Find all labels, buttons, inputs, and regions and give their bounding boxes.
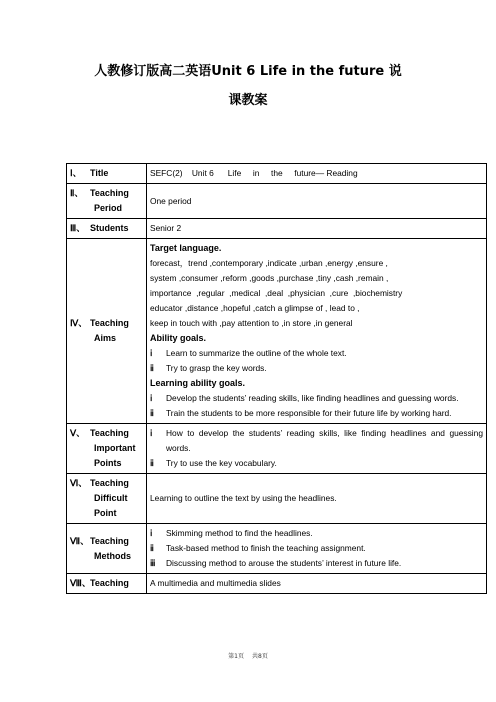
students-label	[67, 219, 147, 239]
roman-numeral: Ⅰ、	[70, 168, 82, 178]
list-item	[150, 391, 483, 406]
row-difficult-point	[67, 474, 487, 524]
list-item	[150, 556, 483, 571]
page-footer	[0, 651, 496, 660]
row-students	[67, 219, 487, 239]
document-title-line2: 课教案	[228, 93, 268, 108]
list-marker: ⅰ	[150, 348, 153, 358]
list-item-text: Discussing method to arouse the students’ interest in future life.	[166, 558, 402, 568]
list-item-text: Try to grasp the key words.	[166, 363, 267, 373]
roman-numeral: Ⅱ、	[70, 188, 84, 198]
vocab-line: importance ,regular ,medical ,deal ,physician ,cure ,biochemistry	[150, 288, 403, 298]
label-text-cont: Aims	[94, 333, 117, 343]
label-text: Teaching	[90, 535, 129, 546]
teaching-aims-label	[67, 239, 147, 424]
ability-goals-heading: Ability goals.	[150, 333, 207, 343]
label-text: Teaching	[90, 428, 129, 438]
teaching-aids-label	[67, 574, 147, 594]
row-important-points	[67, 424, 487, 474]
roman-numeral: Ⅳ、	[70, 318, 88, 328]
important-points-label	[67, 424, 147, 474]
list-marker: ⅱ	[150, 458, 154, 468]
students-value: Senior 2	[147, 219, 487, 239]
list-marker: ⅲ	[150, 558, 156, 568]
row-teaching-aids	[67, 574, 487, 594]
list-item	[150, 406, 483, 421]
list-item	[150, 346, 483, 361]
roman-numeral: Ⅴ、	[70, 428, 86, 438]
list-marker: ⅱ	[150, 408, 154, 418]
list-item	[150, 541, 483, 556]
list-item	[150, 526, 483, 541]
teaching-period-value: One period	[147, 184, 487, 219]
row-teaching-period	[67, 184, 487, 219]
label-text-cont: Point	[94, 508, 117, 518]
roman-numeral: Ⅵ、	[70, 478, 88, 488]
label-text: Students	[90, 223, 129, 233]
list-marker: ⅰ	[150, 528, 153, 538]
list-marker: ⅰ	[150, 393, 153, 403]
label-text-cont: Difficult	[94, 493, 128, 503]
label-text-cont: Methods	[94, 550, 131, 561]
page-total: 共8页	[252, 653, 268, 660]
teaching-methods-label	[67, 524, 147, 574]
roman-numeral: Ⅲ、	[70, 223, 86, 233]
row-title	[67, 164, 487, 184]
list-item-text: Train the students to be more responsible for their future life by working hard.	[166, 408, 452, 418]
vocab-line: system ,consumer ,reform ,goods ,purchase ,tiny ,cash ,remain ,	[150, 273, 389, 283]
learning-ability-goals-heading: Learning ability goals.	[150, 378, 246, 388]
list-item-text: Try to use the key vocabulary.	[166, 458, 277, 468]
list-item-text: Develop the students’ reading skills, like finding headlines and guessing words.	[166, 393, 459, 403]
roman-numeral: Ⅶ、	[70, 535, 90, 546]
teaching-aids-value: A multimedia and multimedia slides	[147, 574, 487, 594]
label-text: Teaching	[90, 188, 129, 198]
roman-numeral: Ⅷ、	[70, 578, 91, 588]
difficult-point-label	[67, 474, 147, 524]
teaching-aims-value	[147, 239, 487, 424]
list-marker: ⅱ	[150, 543, 154, 553]
label-text: Title	[90, 168, 109, 178]
difficult-point-value: Learning to outline the text by using the headlines.	[147, 474, 487, 524]
label-text: Teaching	[90, 318, 129, 328]
list-item	[150, 361, 483, 376]
list-item-text: How to develop the students’ reading skills, like finding headlines and guessing words.	[166, 428, 483, 453]
label-text: Teaching	[90, 478, 129, 488]
list-item-text: Skimming method to find the headlines.	[166, 528, 313, 538]
teaching-methods-value	[147, 524, 487, 574]
list-marker: ⅰ	[150, 428, 153, 438]
row-teaching-aims	[67, 239, 487, 424]
lesson-plan-table	[66, 163, 487, 594]
important-points-value	[147, 424, 487, 474]
teaching-period-label	[67, 184, 147, 219]
list-item	[150, 426, 483, 456]
label-text-cont: Important	[94, 443, 136, 453]
row-teaching-methods	[67, 524, 487, 574]
title-value: SEFC(2) Unit 6 Life in the future— Reading	[147, 164, 487, 184]
title-label	[67, 164, 147, 184]
vocab-line: keep in touch with ,pay attention to ,in store ,in general	[150, 318, 353, 328]
vocab-line: educator ,distance ,hopeful ,catch a glimpse of , lead to ,	[150, 303, 360, 313]
label-text-cont: Period	[94, 203, 123, 213]
list-item	[150, 456, 483, 471]
page-number: 第1页	[228, 653, 244, 660]
list-item-text: Learn to summarize the outline of the whole text.	[166, 348, 347, 358]
label-text: Teaching	[90, 578, 129, 588]
target-language-heading: Target language.	[150, 243, 222, 253]
label-text-cont: Points	[94, 458, 122, 468]
document-title-line1: 人教修订版高二英语Unit 6 Life in the future 说	[94, 64, 402, 79]
list-item-text: Task-based method to finish the teaching assignment.	[166, 543, 366, 553]
vocab-line: forecast，trend ,contemporary ,indicate ,urban ,energy ,ensure ,	[150, 258, 388, 268]
list-marker: ⅱ	[150, 363, 154, 373]
